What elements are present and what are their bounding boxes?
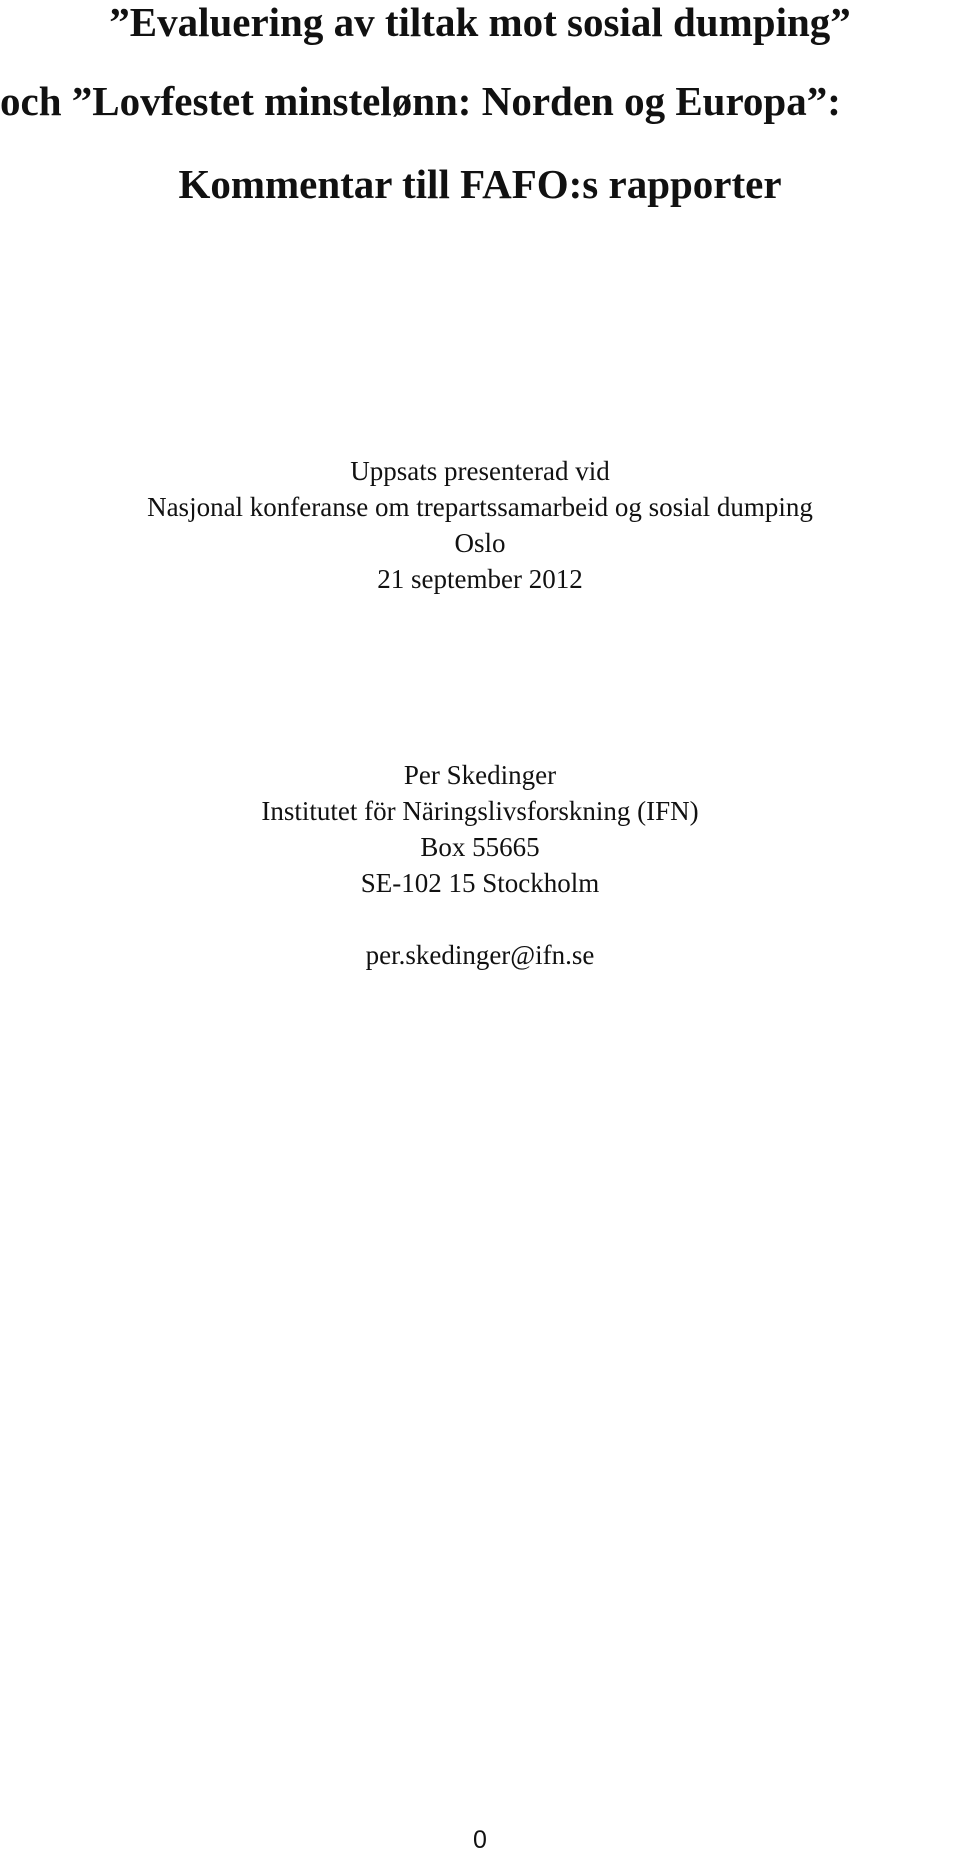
conference-location: Oslo — [454, 528, 506, 558]
author-email: per.skedinger@ifn.se — [365, 940, 595, 970]
conference-date: 21 september 2012 — [377, 564, 583, 594]
author-info — [0, 757, 960, 901]
page-number: 0 — [473, 1826, 487, 1854]
presentation-intro: Uppsats presenterad vid — [350, 456, 610, 486]
author-email-block — [0, 937, 960, 973]
title-line-1: ”Evaluering av tiltak mot sosial dumping” — [109, 0, 851, 45]
author-name: Per Skedinger — [403, 760, 557, 790]
author-institution: Institutet för Näringslivsforskning (IFN) — [261, 796, 699, 826]
title-line-2: och ”Lovfestet minstelønn: Norden og Europa”: — [0, 78, 841, 124]
author-box: Box 55665 — [420, 832, 540, 862]
conference-name: Nasjonal konferanse om trepartssamarbeid og sosial dumping — [147, 492, 813, 522]
title-line-3: Kommentar till FAFO:s rapporter — [178, 161, 782, 207]
presentation-info — [0, 453, 960, 597]
author-address: SE-102 15 Stockholm — [360, 868, 600, 898]
